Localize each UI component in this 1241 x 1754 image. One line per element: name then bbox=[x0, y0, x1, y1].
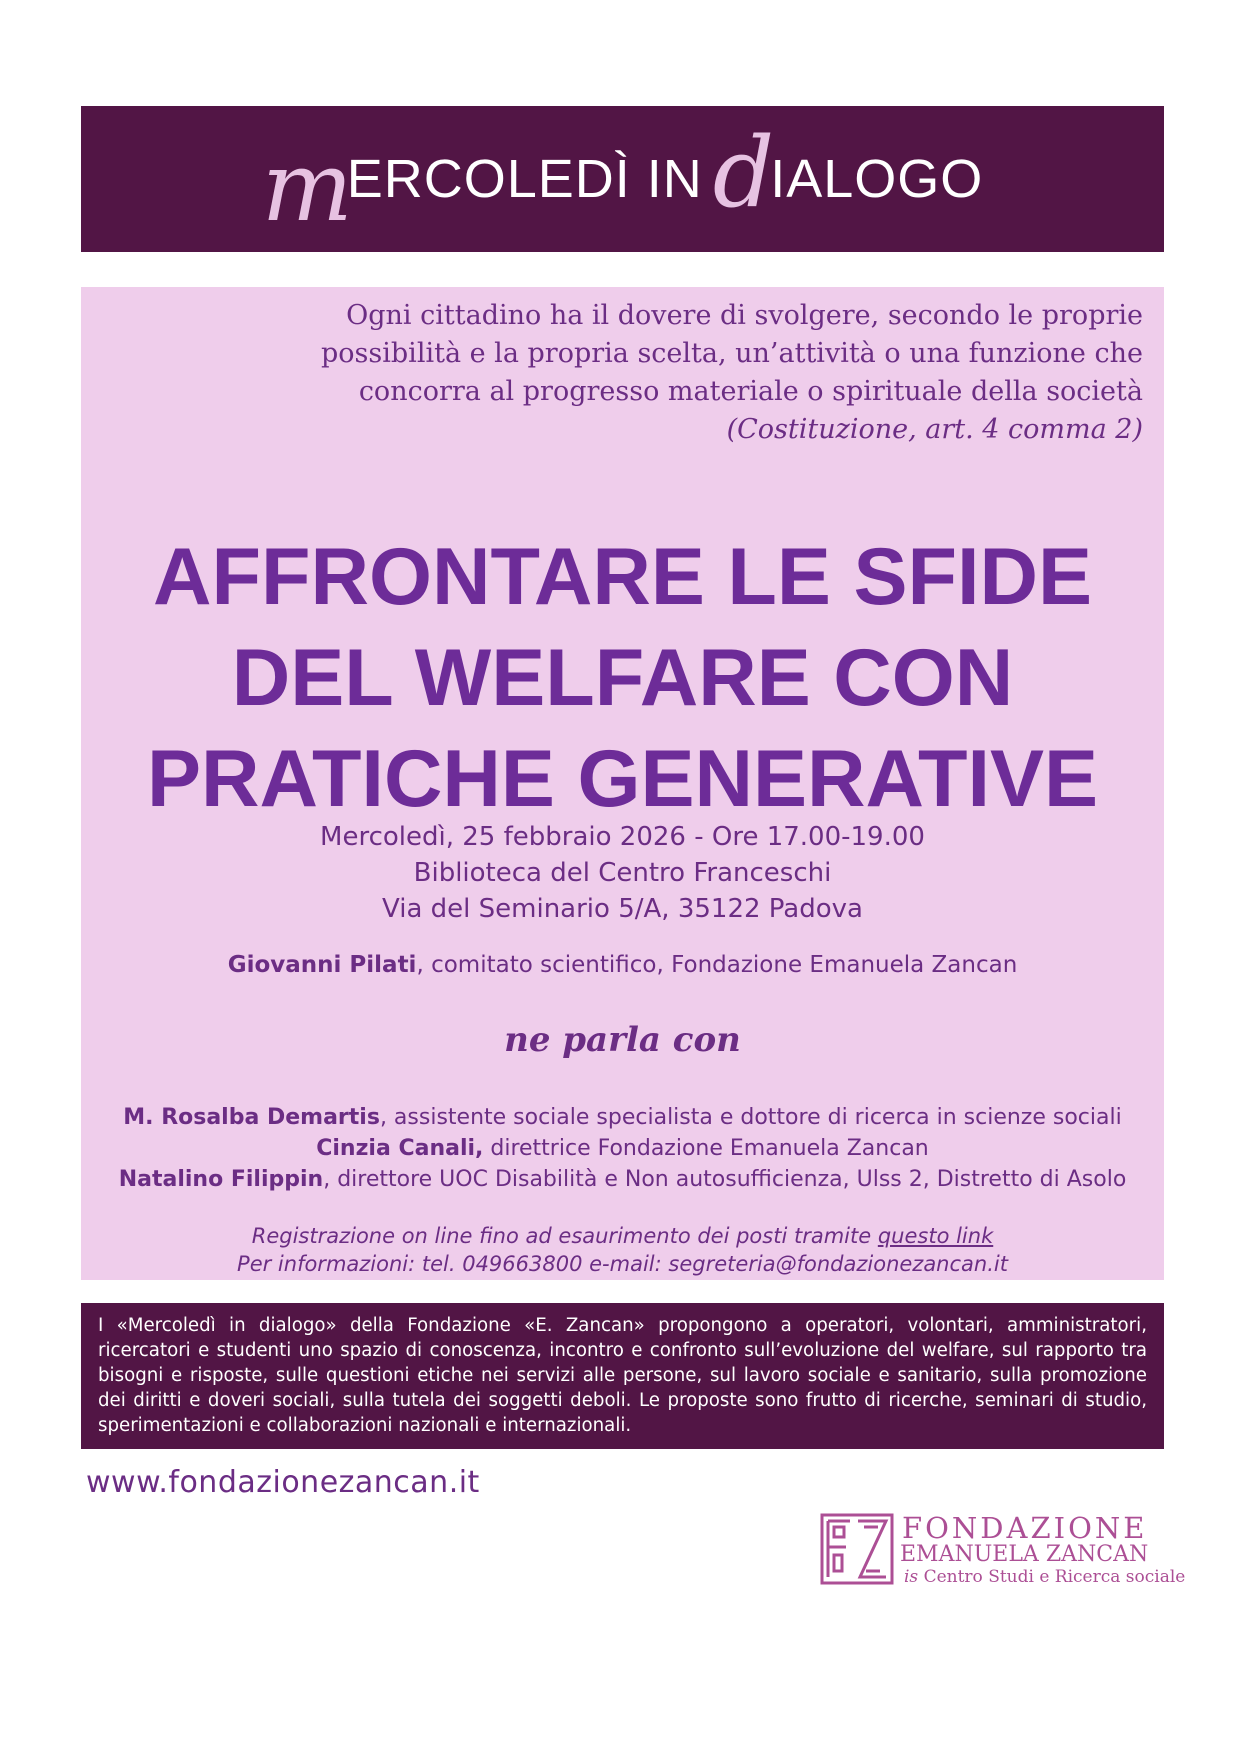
speaker-role: direttrice Fondazione Emanuela Zancan bbox=[483, 1136, 929, 1161]
logo-line-2: EMANUELA ZANCAN bbox=[900, 1542, 1149, 1567]
fondazione-zancan-logo bbox=[820, 1511, 1186, 1587]
ne-parla-con-label: ne parla con bbox=[504, 1020, 741, 1060]
moderator-line bbox=[81, 952, 1164, 978]
moderator-role: , comitato scientifico, Fondazione Emanuela Zancan bbox=[416, 952, 1018, 978]
quote-line-2: possibilità e la propria scelta, un’attività o una funzione che bbox=[321, 338, 1143, 369]
event-panel bbox=[81, 287, 1164, 1280]
speaker-item bbox=[81, 1102, 1164, 1133]
logo-is: is bbox=[904, 1567, 919, 1587]
registration-info bbox=[81, 1222, 1164, 1278]
event-title-line-1: AFFRONTARE LE SFIDE bbox=[153, 532, 1092, 622]
moderator-name: Giovanni Pilati bbox=[227, 952, 417, 978]
event-address: Via del Seminario 5/A, 35122 Padova bbox=[382, 894, 863, 924]
event-date: Mercoledì, 25 febbraio 2026 - Ore 17.00-19.00 bbox=[320, 822, 925, 852]
speakers-list bbox=[81, 1102, 1164, 1195]
speaker-name: Cinzia Canali, bbox=[316, 1136, 484, 1161]
speaker-item bbox=[81, 1133, 1164, 1164]
fz-monogram-icon bbox=[820, 1513, 894, 1585]
website-link[interactable]: www.fondazionezancan.it bbox=[86, 1465, 480, 1500]
event-title-line-2: DEL WELFARE CON bbox=[231, 633, 1014, 723]
logo-line-3 bbox=[904, 1567, 1185, 1587]
logo-line-1: FONDAZIONE bbox=[902, 1511, 1148, 1545]
header-banner bbox=[81, 106, 1164, 252]
speaker-name: M. Rosalba Demartis bbox=[123, 1105, 380, 1130]
quote-line-3: concorra al progresso materiale o spirituale della società bbox=[358, 376, 1143, 407]
event-title-line-3: PRATICHE GENERATIVE bbox=[146, 734, 1099, 824]
registration-text: Registrazione on line fino ad esaurimento dei posti tramite bbox=[251, 1224, 878, 1248]
logo-text bbox=[902, 1513, 1185, 1587]
quote-source: (Costituzione, art. 4 comma 2) bbox=[726, 414, 1143, 445]
quote-line-1: Ogni cittadino ha il dovere di svolgere, secondo le proprie bbox=[346, 300, 1143, 331]
event-details bbox=[81, 819, 1164, 927]
speaker-role: , assistente sociale specialista e dottore di ricerca in scienze sociali bbox=[379, 1105, 1122, 1130]
speaker-role: , direttore UOC Disabilità e Non autosufficienza, Ulss 2, Distretto di Asolo bbox=[323, 1167, 1127, 1192]
series-title-initial-m: m bbox=[261, 131, 353, 243]
description-banner bbox=[81, 1303, 1164, 1449]
speaker-name: Natalino Filippin bbox=[118, 1167, 324, 1192]
registration-line bbox=[81, 1222, 1164, 1250]
series-title-word1: ERCOLEDÌ IN bbox=[346, 149, 703, 209]
series-description: I «Mercoledì in dialogo» della Fondazione «E. Zancan» propongono a operatori, volontari, amministratori, ricercatori e studenti uno spazio di conoscenza, incontro e confronto sull’evoluzione del welfare, sul rapporto tra bisogni e risposte, sulle questioni etiche nei servizi alle persone, sul lavoro sociale e sanitario, sulla promozione dei diritti e doveri sociali, sulla tutela dei soggetti deboli. Le proposte sono frutto di ricerche, seminari di studio, sperimentazioni e collaborazioni nazionali e internazionali. bbox=[98, 1315, 1147, 1436]
logo-subtitle: Centro Studi e Ricerca sociale bbox=[918, 1567, 1186, 1587]
contact-info: Per informazioni: tel. 049663800 e-mail: segreteria@fondazionezancan.it bbox=[237, 1252, 1008, 1276]
event-title bbox=[81, 527, 1164, 830]
series-title bbox=[81, 106, 1164, 252]
event-place: Biblioteca del Centro Franceschi bbox=[413, 858, 832, 888]
series-title-word2: IALOGO bbox=[770, 149, 984, 209]
registration-link[interactable]: questo link bbox=[877, 1224, 994, 1248]
speaker-item bbox=[81, 1164, 1164, 1195]
series-title-initial-d: d bbox=[712, 117, 775, 229]
constitution-quote bbox=[243, 297, 1143, 449]
